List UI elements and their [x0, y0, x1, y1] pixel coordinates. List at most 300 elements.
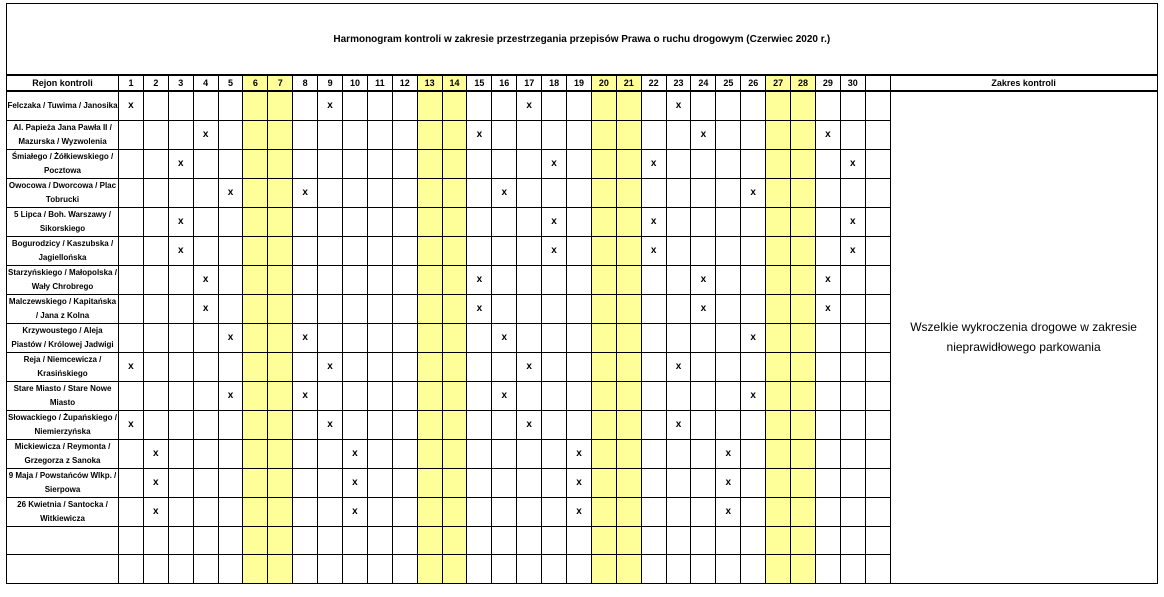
- day-cell: [791, 236, 816, 265]
- day-cell: [766, 91, 791, 120]
- day-header-15: 15: [467, 75, 492, 91]
- day-cell: [815, 468, 840, 497]
- control-mark: x: [343, 439, 368, 468]
- day-cell: [467, 555, 492, 584]
- day-cell: [119, 236, 144, 265]
- day-cell: [168, 352, 193, 381]
- region-cell: Reja / Niemcewicza / Krasińskiego: [7, 352, 119, 381]
- day-cell: [119, 294, 144, 323]
- day-header-27: 27: [766, 75, 791, 91]
- day-cell: [716, 178, 741, 207]
- day-header-14: 14: [442, 75, 467, 91]
- day-cell: [815, 497, 840, 526]
- day-cell: [641, 526, 666, 555]
- day-header-24: 24: [691, 75, 716, 91]
- day-cell: [716, 352, 741, 381]
- day-cell: [318, 178, 343, 207]
- day-cell: [318, 149, 343, 178]
- day-cell: [168, 120, 193, 149]
- day-cell: [741, 294, 766, 323]
- day-header-22: 22: [641, 75, 666, 91]
- day-cell: [467, 468, 492, 497]
- day-cell: [492, 207, 517, 236]
- control-mark: x: [168, 236, 193, 265]
- day-cell: [591, 178, 616, 207]
- day-cell: [218, 91, 243, 120]
- control-mark: x: [293, 323, 318, 352]
- day-cell: [865, 497, 890, 526]
- day-cell: [691, 468, 716, 497]
- day-cell: [840, 352, 865, 381]
- day-header-28: 28: [791, 75, 816, 91]
- day-cell: [442, 294, 467, 323]
- day-cell: [766, 236, 791, 265]
- day-cell: [293, 555, 318, 584]
- day-cell: [143, 352, 168, 381]
- day-cell: [168, 265, 193, 294]
- control-mark: x: [840, 236, 865, 265]
- day-cell: [343, 381, 368, 410]
- day-cell: [567, 91, 592, 120]
- day-cell: [367, 439, 392, 468]
- control-mark: x: [143, 439, 168, 468]
- control-mark: x: [168, 149, 193, 178]
- day-cell: [318, 265, 343, 294]
- day-cell: [193, 236, 218, 265]
- day-cell: [591, 236, 616, 265]
- day-cell: [840, 439, 865, 468]
- day-cell: [268, 526, 293, 555]
- day-cell: [467, 410, 492, 439]
- schedule-title: Harmonogram kontroli w zakresie przestrzegania przepisów Prawa o ruchu drogowym (Czerwiec 2020 r.): [7, 4, 1158, 76]
- day-cell: [343, 526, 368, 555]
- day-cell: [243, 265, 268, 294]
- day-cell: [467, 381, 492, 410]
- day-cell: [318, 236, 343, 265]
- day-cell: [517, 178, 542, 207]
- day-cell: [815, 178, 840, 207]
- day-header-9: 9: [318, 75, 343, 91]
- day-cell: [791, 439, 816, 468]
- day-cell: [143, 149, 168, 178]
- control-mark: x: [567, 468, 592, 497]
- day-cell: [492, 294, 517, 323]
- day-cell: [168, 91, 193, 120]
- day-cell: [243, 497, 268, 526]
- day-header-13: 13: [417, 75, 442, 91]
- day-cell: [193, 149, 218, 178]
- day-cell: [691, 207, 716, 236]
- day-cell: [243, 526, 268, 555]
- day-cell: [865, 91, 890, 120]
- day-cell: [218, 497, 243, 526]
- day-cell: [542, 468, 567, 497]
- day-cell: [691, 91, 716, 120]
- day-header-7: 7: [268, 75, 293, 91]
- day-cell: [616, 410, 641, 439]
- day-cell: [641, 555, 666, 584]
- day-cell: [243, 352, 268, 381]
- day-cell: [318, 294, 343, 323]
- day-header-10: 10: [343, 75, 368, 91]
- day-cell: [616, 555, 641, 584]
- day-cell: [268, 294, 293, 323]
- day-cell: [318, 207, 343, 236]
- day-cell: [517, 381, 542, 410]
- day-cell: [616, 352, 641, 381]
- day-cell: [243, 91, 268, 120]
- day-cell: [492, 497, 517, 526]
- day-cell: [591, 265, 616, 294]
- day-cell: [343, 352, 368, 381]
- region-cell: Al. Papieża Jana Pawła II / Mazurska / Wyzwolenia: [7, 120, 119, 149]
- day-cell: [641, 468, 666, 497]
- table-row: [7, 91, 1158, 120]
- control-mark: x: [815, 294, 840, 323]
- day-cell: [243, 207, 268, 236]
- day-cell: [791, 410, 816, 439]
- day-cell: [168, 381, 193, 410]
- day-cell: [840, 294, 865, 323]
- control-mark: x: [168, 207, 193, 236]
- day-header-1: 1: [119, 75, 144, 91]
- day-cell: [616, 439, 641, 468]
- day-cell: [815, 439, 840, 468]
- day-cell: [143, 91, 168, 120]
- day-cell: [567, 294, 592, 323]
- day-header-23: 23: [666, 75, 691, 91]
- day-cell: [392, 555, 417, 584]
- day-cell: [268, 352, 293, 381]
- day-cell: [766, 526, 791, 555]
- day-cell: [168, 526, 193, 555]
- day-cell: [641, 497, 666, 526]
- day-cell: [766, 323, 791, 352]
- day-cell: [616, 149, 641, 178]
- day-cell: [417, 410, 442, 439]
- control-mark: x: [691, 265, 716, 294]
- day-cell: [741, 207, 766, 236]
- day-cell: [542, 323, 567, 352]
- day-cell: [243, 120, 268, 149]
- day-cell: [119, 381, 144, 410]
- day-cell: [716, 526, 741, 555]
- day-cell: [417, 265, 442, 294]
- day-cell: [293, 91, 318, 120]
- day-cell: [218, 410, 243, 439]
- day-cell: [343, 265, 368, 294]
- day-cell: [542, 410, 567, 439]
- day-cell: [492, 526, 517, 555]
- day-cell: [716, 236, 741, 265]
- day-cell: [542, 91, 567, 120]
- day-cell: [840, 381, 865, 410]
- day-cell: [442, 381, 467, 410]
- day-cell: [616, 120, 641, 149]
- day-cell: [143, 381, 168, 410]
- day-cell: [293, 207, 318, 236]
- day-header-18: 18: [542, 75, 567, 91]
- region-cell: Owocowa / Dworcowa / Plac Tobrucki: [7, 178, 119, 207]
- day-cell: [791, 207, 816, 236]
- day-cell: [293, 526, 318, 555]
- control-mark: x: [218, 381, 243, 410]
- day-header-21: 21: [616, 75, 641, 91]
- day-cell: [268, 149, 293, 178]
- day-cell: [691, 381, 716, 410]
- day-cell: [417, 91, 442, 120]
- day-cell: [392, 236, 417, 265]
- control-mark: x: [193, 120, 218, 149]
- control-mark: x: [567, 439, 592, 468]
- day-cell: [716, 555, 741, 584]
- day-cell: [367, 120, 392, 149]
- control-mark: x: [716, 439, 741, 468]
- day-cell: [467, 323, 492, 352]
- control-mark: x: [666, 352, 691, 381]
- day-cell: [442, 120, 467, 149]
- day-cell: [766, 207, 791, 236]
- day-cell: [367, 236, 392, 265]
- day-cell: [517, 120, 542, 149]
- day-cell: [542, 294, 567, 323]
- control-mark: x: [542, 236, 567, 265]
- day-cell: [840, 323, 865, 352]
- day-cell: [716, 265, 741, 294]
- day-cell: [766, 410, 791, 439]
- control-mark: x: [641, 149, 666, 178]
- day-cell: [567, 555, 592, 584]
- day-cell: [168, 178, 193, 207]
- day-cell: [666, 555, 691, 584]
- day-cell: [268, 323, 293, 352]
- day-cell: [193, 381, 218, 410]
- day-cell: [268, 207, 293, 236]
- day-cell: [567, 323, 592, 352]
- day-cell: [616, 91, 641, 120]
- day-cell: [691, 555, 716, 584]
- day-cell: [641, 120, 666, 149]
- day-cell: [641, 410, 666, 439]
- day-cell: [318, 120, 343, 149]
- day-cell: [442, 410, 467, 439]
- day-cell: [392, 381, 417, 410]
- day-cell: [865, 410, 890, 439]
- day-cell: [193, 468, 218, 497]
- day-cell: [567, 526, 592, 555]
- day-cell: [268, 236, 293, 265]
- day-cell: [119, 178, 144, 207]
- day-cell: [691, 323, 716, 352]
- day-header-19: 19: [567, 75, 592, 91]
- day-cell: [815, 207, 840, 236]
- day-cell: [367, 149, 392, 178]
- day-cell: [542, 381, 567, 410]
- day-cell: [417, 149, 442, 178]
- day-cell: [467, 236, 492, 265]
- day-cell: [691, 439, 716, 468]
- schedule-table: [6, 3, 1158, 584]
- day-cell: [392, 149, 417, 178]
- region-cell: Śmiałego / Żółkiewskiego / Pocztowa: [7, 149, 119, 178]
- control-mark: x: [293, 178, 318, 207]
- day-cell: [591, 526, 616, 555]
- day-cell: [840, 178, 865, 207]
- day-cell: [218, 352, 243, 381]
- day-header-12: 12: [392, 75, 417, 91]
- day-cell: [442, 236, 467, 265]
- day-cell: [666, 497, 691, 526]
- day-cell: [542, 265, 567, 294]
- day-cell: [243, 555, 268, 584]
- day-cell: [517, 439, 542, 468]
- day-cell: [492, 120, 517, 149]
- control-mark: x: [815, 265, 840, 294]
- day-cell: [815, 381, 840, 410]
- day-cell: [318, 497, 343, 526]
- day-header-25: 25: [716, 75, 741, 91]
- scope-column-header: Zakres kontroli: [890, 75, 1157, 91]
- control-mark: x: [716, 468, 741, 497]
- day-cell: [641, 381, 666, 410]
- day-cell: [243, 236, 268, 265]
- day-cell: [367, 410, 392, 439]
- day-cell: [567, 352, 592, 381]
- day-cell: [517, 555, 542, 584]
- day-cell: [119, 323, 144, 352]
- day-cell: [517, 526, 542, 555]
- day-cell: [591, 149, 616, 178]
- region-cell: Bogurodzicy / Kaszubska / Jagiellońska: [7, 236, 119, 265]
- control-mark: x: [467, 120, 492, 149]
- day-cell: [865, 323, 890, 352]
- day-cell: [865, 178, 890, 207]
- day-cell: [119, 439, 144, 468]
- day-cell: [343, 178, 368, 207]
- control-mark: x: [467, 294, 492, 323]
- day-cell: [815, 236, 840, 265]
- schedule-sheet: [6, 3, 1158, 584]
- control-mark: x: [119, 352, 144, 381]
- day-cell: [193, 91, 218, 120]
- control-mark: x: [840, 149, 865, 178]
- day-cell: [417, 526, 442, 555]
- day-cell: [392, 410, 417, 439]
- day-cell: [417, 294, 442, 323]
- day-cell: [517, 323, 542, 352]
- day-cell: [542, 497, 567, 526]
- day-cell: [417, 352, 442, 381]
- day-cell: [193, 207, 218, 236]
- day-cell: [791, 497, 816, 526]
- day-cell: [666, 120, 691, 149]
- day-cell: [691, 352, 716, 381]
- day-cell: [218, 294, 243, 323]
- day-cell: [865, 236, 890, 265]
- day-cell: [143, 120, 168, 149]
- day-cell: [318, 323, 343, 352]
- control-mark: x: [542, 207, 567, 236]
- day-cell: [766, 120, 791, 149]
- day-cell: [791, 381, 816, 410]
- day-cell: [467, 178, 492, 207]
- day-cell: [467, 91, 492, 120]
- control-mark: x: [666, 91, 691, 120]
- day-cell: [367, 381, 392, 410]
- day-cell: [666, 439, 691, 468]
- day-cell: [293, 120, 318, 149]
- day-cell: [168, 439, 193, 468]
- day-cell: [865, 439, 890, 468]
- day-cell: [168, 497, 193, 526]
- control-mark: x: [193, 294, 218, 323]
- day-cell: [143, 323, 168, 352]
- day-cell: [591, 468, 616, 497]
- day-cell: [517, 149, 542, 178]
- day-cell: [616, 381, 641, 410]
- day-cell: [467, 352, 492, 381]
- day-cell: [741, 439, 766, 468]
- day-cell: [791, 178, 816, 207]
- day-cell: [367, 207, 392, 236]
- region-cell: 9 Maja / Powstańców Wlkp. / Sierpowa: [7, 468, 119, 497]
- day-cell: [143, 265, 168, 294]
- control-mark: x: [691, 294, 716, 323]
- control-mark: x: [741, 178, 766, 207]
- day-cell: [243, 178, 268, 207]
- day-cell: [318, 526, 343, 555]
- day-cell: [741, 149, 766, 178]
- day-cell: [218, 468, 243, 497]
- day-cell: [367, 526, 392, 555]
- day-cell: [666, 323, 691, 352]
- day-cell: [766, 265, 791, 294]
- day-cell: [791, 120, 816, 149]
- day-cell: [567, 236, 592, 265]
- day-cell: [442, 468, 467, 497]
- day-cell: [343, 149, 368, 178]
- day-cell: [815, 526, 840, 555]
- day-cell: [168, 323, 193, 352]
- day-cell: [741, 120, 766, 149]
- day-cell: [492, 555, 517, 584]
- day-cell: [741, 526, 766, 555]
- day-header-20: 20: [591, 75, 616, 91]
- day-cell: [417, 178, 442, 207]
- day-cell: [716, 381, 741, 410]
- day-cell: [193, 178, 218, 207]
- day-cell: [218, 439, 243, 468]
- control-mark: x: [343, 468, 368, 497]
- day-cell: [666, 468, 691, 497]
- day-cell: [766, 439, 791, 468]
- day-cell: [193, 555, 218, 584]
- day-cell: [417, 236, 442, 265]
- day-cell: [293, 236, 318, 265]
- day-cell: [392, 323, 417, 352]
- day-cell: [367, 294, 392, 323]
- day-cell: [492, 352, 517, 381]
- day-cell: [840, 91, 865, 120]
- day-cell: [392, 439, 417, 468]
- day-cell: [367, 91, 392, 120]
- day-cell: [766, 294, 791, 323]
- day-cell: [766, 149, 791, 178]
- day-cell: [243, 381, 268, 410]
- day-cell: [318, 439, 343, 468]
- day-cell: [815, 352, 840, 381]
- region-cell: 5 Lipca / Boh. Warszawy / Sikorskiego: [7, 207, 119, 236]
